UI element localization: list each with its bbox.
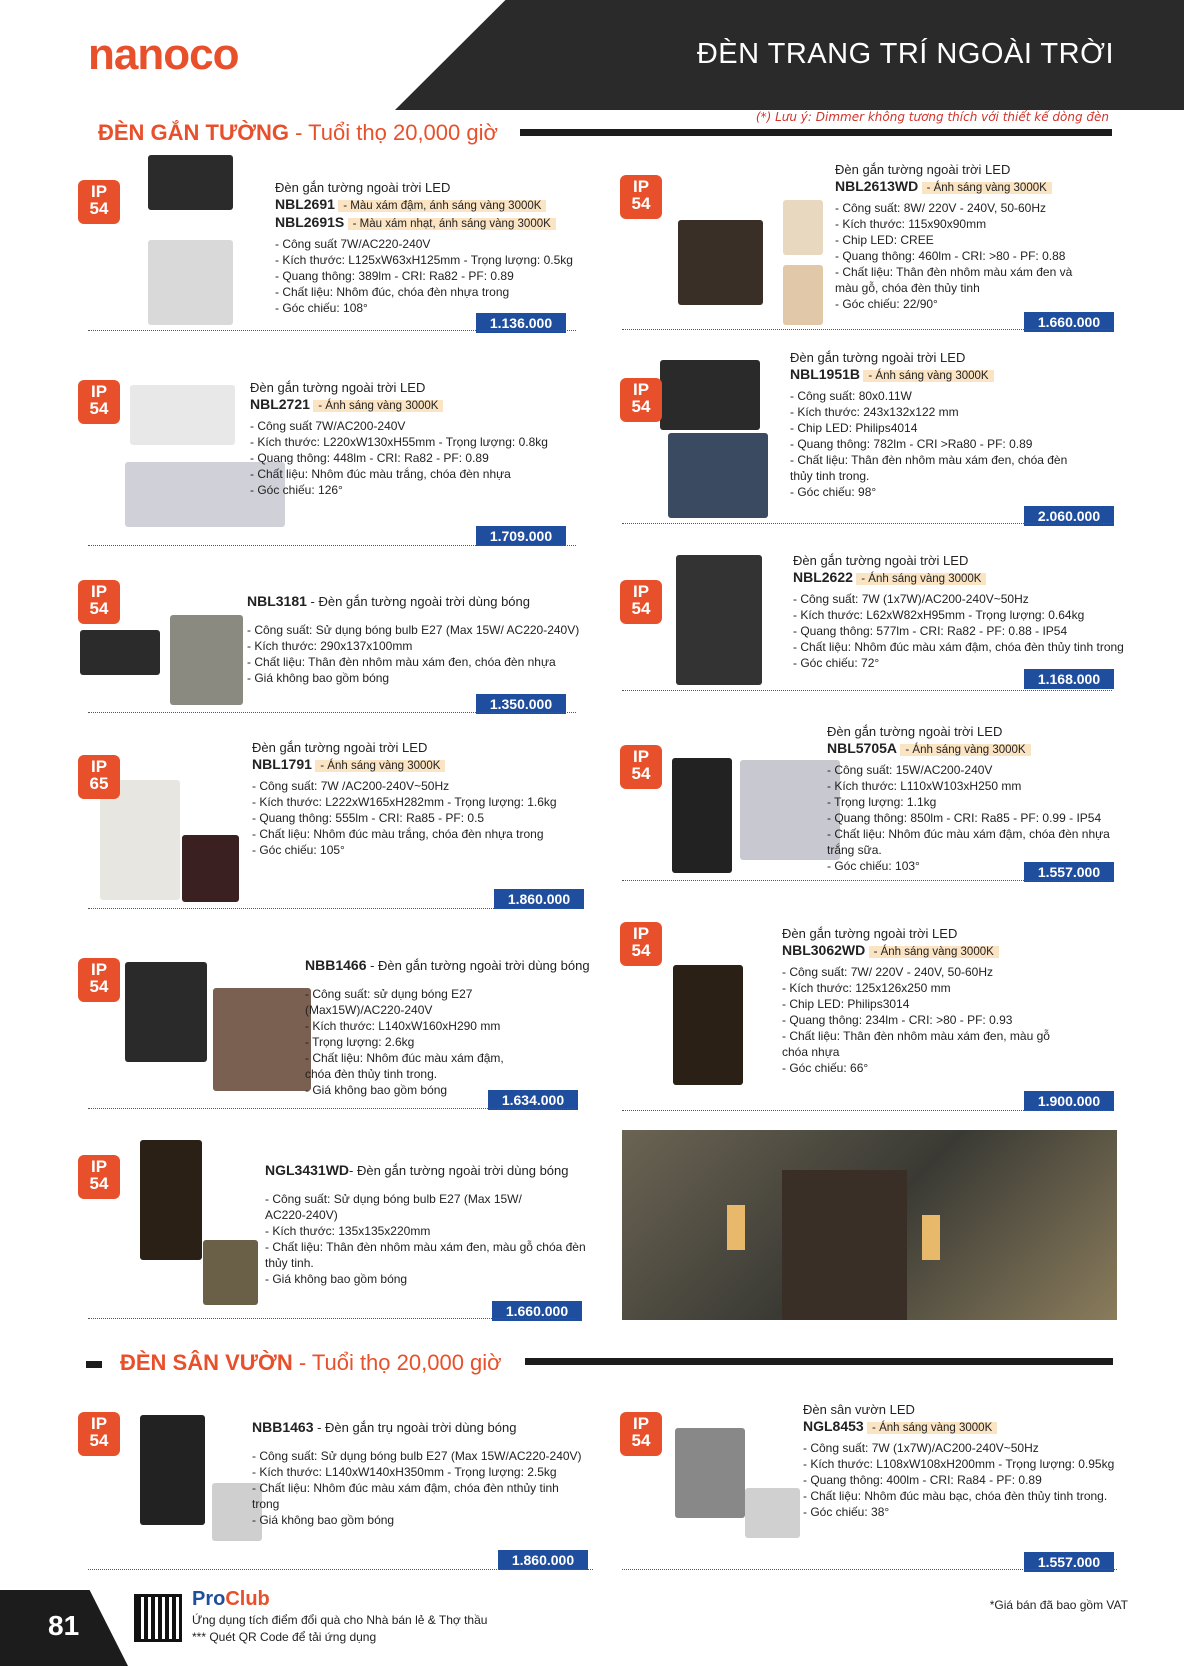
product-info	[247, 593, 579, 686]
product-info	[252, 740, 557, 858]
product-code-row	[790, 366, 1067, 384]
product-code: NBL5705A	[827, 740, 898, 756]
product-specs: - Công suất: 80x0.11W - Kích thước: 243x132x122 mm - Chip LED: Philips4014 - Quang thông: 782lm - CRI >Ra80 - PF: 0.89 - Chất liệu: Thân đèn nhôm màu xám đen, chóa đèn thủy tinh trong. - Góc chiếu: 98°	[790, 389, 1068, 499]
product-info	[265, 1162, 586, 1287]
product-code-row	[247, 593, 579, 610]
qr-code[interactable]	[134, 1594, 182, 1642]
product-info	[835, 162, 1072, 312]
light-tag: - Ánh sáng vàng 3000K	[900, 744, 1030, 756]
product-code-row	[252, 756, 557, 774]
product-info	[275, 180, 573, 316]
price-tag: 1.136.000	[476, 313, 566, 333]
product-code: NBL2622	[793, 569, 853, 585]
product-info	[803, 1402, 1114, 1520]
product-image	[148, 240, 233, 325]
product-code-row	[793, 569, 1124, 587]
product-specs: - Công suất: 8W/ 220V - 240V, 50-60Hz - Kích thước: 115x90x90mm - Chip LED: CREE - Quang thông: 460lm - CRI: >80 - PF: 0.88 - Chất liệu: Thân đèn nhôm màu xám đen và màu gỗ, chóa đèn thủy tinh - Góc chiếu: 22/90°	[835, 201, 1073, 311]
separator	[88, 908, 576, 909]
product-desc: - Đèn gắn tường ngoài trời dùng bóng	[366, 958, 590, 973]
separator	[622, 523, 1112, 524]
light-tag: - Ánh sáng vàng 3000K	[315, 760, 445, 772]
light-tag: - Ánh sáng vàng 3000K	[869, 946, 999, 958]
product-specs: - Công suất: Sử dụng bóng bulb E27 (Max 15W/ AC220-240V) - Kích thước: 290x137x100mm - Chất liệu: Thân đèn nhôm màu xám đen, chóa đèn nhựa - Giá không bao gồm bóng	[247, 623, 580, 685]
ip-rating-badge: IP 54	[620, 922, 662, 966]
lamp-glow	[727, 1205, 745, 1250]
product-specs: - Công suất: 15W/AC200-240V - Kích thước: L110xW103xH250 mm - Trọng lượng: 1.1kg - Quang thông: 850lm - CRI: Ra85 - PF: 0.99 - IP54 - Chất liệu: Nhôm đúc màu xám đậm, chóa đèn nhựa trắng sữa. - Góc chiếu: 103°	[827, 763, 1110, 873]
light-tag: - Màu xám nhạt, ánh sáng vàng 3000K	[348, 218, 556, 230]
product-image	[678, 220, 763, 305]
price-tag: 1.350.000	[476, 694, 566, 714]
light-tag: - Ánh sáng vàng 3000K	[922, 182, 1052, 194]
ip-rating-badge: IP 54	[78, 958, 120, 1002]
product-desc: - Đèn gắn tường ngoài trời dùng bóng	[349, 1163, 569, 1178]
product-info	[782, 926, 1050, 1076]
ambient-photo	[622, 1130, 1117, 1320]
product-title: Đèn gắn tường ngoài trời LED	[793, 553, 969, 568]
product-code-row	[252, 1419, 582, 1436]
price-tag: 1.660.000	[1024, 312, 1114, 332]
product-code: NBB1463	[252, 1419, 314, 1435]
separator	[88, 330, 576, 331]
product-image	[213, 988, 311, 1091]
product-code: NBL2613WD	[835, 178, 919, 194]
ip-rating-badge: IP 54	[620, 745, 662, 789]
footer-text: Ứng dụng tích điểm đổi quà cho Nhà bán lẻ & Thợ thầu *** Quét QR Code để tải ứng dụng	[192, 1613, 488, 1644]
product-image	[672, 758, 732, 873]
ip-rating-badge: IP 54	[620, 1412, 662, 1456]
product-info	[250, 380, 548, 498]
price-tag: 1.709.000	[476, 526, 566, 546]
separator	[622, 1569, 1117, 1570]
product-code-row	[275, 196, 573, 214]
product-code: NBL3181	[247, 593, 307, 609]
ip-rating-badge: IP 54	[620, 580, 662, 624]
product-title: Đèn gắn tường ngoài trời LED	[252, 740, 428, 755]
product-code: NBL2691S	[275, 214, 345, 230]
separator	[622, 329, 1112, 330]
price-tag: 1.900.000	[1024, 1091, 1114, 1111]
separator	[622, 880, 1112, 881]
price-tag: 1.634.000	[488, 1090, 578, 1110]
section-title-garden: ĐÈN SÂN VƯỜN - Tuổi thọ 20,000 giờ	[120, 1350, 502, 1375]
vat-note: *Giá bán đã bao gồm VAT	[989, 1598, 1128, 1612]
light-tag: - Ánh sáng vàng 3000K	[863, 370, 993, 382]
product-title: Đèn gắn tường ngoài trời LED	[835, 162, 1011, 177]
product-image	[148, 155, 233, 210]
product-image	[668, 433, 768, 518]
ip-rating-badge: IP 54	[78, 580, 120, 624]
product-image	[140, 1415, 205, 1525]
product-info	[252, 1419, 582, 1528]
separator	[88, 545, 576, 546]
product-image	[740, 760, 840, 860]
ip-rating-badge: IP 54	[78, 1155, 120, 1199]
product-image	[673, 965, 743, 1085]
product-info	[305, 957, 590, 1098]
product-code: NGL3431WD	[265, 1162, 350, 1178]
ip-rating-badge: IP 54	[78, 1412, 120, 1456]
product-code-row	[305, 957, 590, 974]
separator	[88, 1569, 593, 1570]
lamp-glow	[922, 1215, 940, 1260]
separator	[88, 1108, 576, 1109]
price-tag: 1.168.000	[1024, 669, 1114, 689]
section-rule	[520, 129, 1112, 136]
product-code-row	[803, 1418, 1114, 1436]
product-code-row	[782, 942, 1050, 960]
product-info	[793, 553, 1124, 671]
product-code: NBB1466	[305, 957, 367, 973]
product-specs: - Công suất: Sử dụng bóng bulb E27 (Max 15W/AC220-240V) - Kích thước: L140xW140xH350mm - Trọng lượng: 2.5kg - Chất liệu: Nhôm đúc màu xám đậm, chóa đèn nthủy tinh trong - Giá không bao gồm bóng	[252, 1449, 582, 1527]
product-specs: - Công suất: sử dụng bóng E27 (Max15W)/AC220-240V - Kích thước: L140xW160xH290 mm - Trọng lượng: 2.6kg - Chất liệu: Nhôm đúc màu xám đậm, chóa đèn thủy tinh trong. - Giá không bao gồm bóng	[305, 987, 504, 1097]
separator	[88, 712, 576, 713]
product-code: NBL1791	[252, 756, 312, 772]
product-title: Đèn gắn tường ngoài trời LED	[250, 380, 426, 395]
product-image	[675, 1428, 745, 1518]
product-title: Đèn sân vườn LED	[803, 1402, 915, 1417]
brand-logo: nanoco	[88, 30, 239, 79]
product-specs: - Công suất: 7W /AC200-240V~50Hz - Kích thước: L222xW165xH282mm - Trọng lượng: 1.6kg - Quang thông: 555lm - CRI: Ra85 - PF: 0.5 - Chất liệu: Nhôm đúc màu trắng, chóa đèn nhựa trong - Góc chiếu: 105°	[252, 779, 557, 857]
product-image	[182, 835, 239, 902]
product-specs: - Công suất: 7W (1x7W)/AC200-240V~50Hz - Kích thước: L108xW108xH200mm - Trọng lượng: 0.95kg - Quang thông: 400lm - CRI: Ra84 - PF: 0.89 - Chất liệu: Nhôm đúc màu bạc, chóa đèn thủy tinh trong. - Góc chiếu: 38°	[803, 1441, 1115, 1519]
page-number: 81	[48, 1610, 80, 1641]
product-desc: - Đèn gắn tường ngoài trời dùng bóng	[306, 594, 530, 609]
separator	[622, 690, 1112, 691]
product-image	[130, 385, 235, 445]
product-specs: - Công suất: Sử dụng bóng bulb E27 (Max 15W/ AC220-240V) - Kích thước: 135x135x220mm - Chất liệu: Thân đèn nhôm màu xám đen, màu gỗ chóa đèn thủy tinh. - Giá không bao gồm bóng	[265, 1192, 586, 1286]
product-image	[660, 360, 760, 430]
product-code: NBL2691	[275, 196, 335, 212]
section-rule	[525, 1358, 1113, 1365]
product-image	[125, 962, 207, 1062]
product-code-row	[835, 178, 1072, 196]
separator	[622, 1110, 1112, 1111]
ip-rating-badge: IP 54	[620, 378, 662, 422]
dimmer-note: (*) Lưu ý: Dimmer không tương thích với thiết kế dòng đèn	[755, 110, 1109, 124]
product-image	[140, 1140, 202, 1260]
price-tag: 1.557.000	[1024, 862, 1114, 882]
product-image	[203, 1240, 258, 1305]
product-image	[745, 1488, 800, 1538]
product-info	[827, 724, 1110, 874]
product-desc: - Đèn gắn trụ ngoài trời dùng bóng	[313, 1420, 517, 1435]
product-code: NBL1951B	[790, 366, 861, 382]
product-specs: - Công suất: 7W/ 220V - 240V, 50-60Hz - Kích thước: 125x126x250 mm - Chip LED: Philips3014 - Quang thông: 234lm - CRI: >80 - PF: 0.93 - Chất liệu: Thân đèn nhôm màu xám đen, màu gỗ chóa nhựa - Góc chiếu: 66°	[782, 965, 1050, 1075]
product-image	[170, 615, 243, 705]
product-image	[783, 200, 823, 255]
product-code-row	[250, 396, 548, 414]
product-image	[80, 630, 160, 675]
price-tag: 1.860.000	[498, 1550, 588, 1570]
ip-rating-badge: IP 54	[78, 380, 120, 424]
product-code-row	[265, 1162, 586, 1179]
light-tag: - Ánh sáng vàng 3000K	[313, 400, 443, 412]
product-code: NGL8453	[803, 1418, 864, 1434]
product-title: Đèn gắn tường ngoài trời LED	[782, 926, 958, 941]
ip-rating-badge: IP 54	[620, 175, 662, 219]
product-code: NBL2721	[250, 396, 310, 412]
section-rule	[86, 1361, 102, 1368]
price-tag: 1.557.000	[1024, 1552, 1114, 1572]
product-specs: - Công suất: 7W (1x7W)/AC200-240V~50Hz - Kích thước: L62xW82xH95mm - Trọng lượng: 0.64kg - Quang thông: 577lm - CRI: Ra82 - PF: 0.88 - IP54 - Chất liệu: Nhôm đúc màu xám đậm, chóa đèn thủy tinh trong - Góc chiếu: 72°	[793, 592, 1124, 670]
page-title: ĐÈN TRANG TRÍ NGOÀI TRỜI	[696, 38, 1114, 70]
product-specs: - Công suất 7W/AC200-240V - Kích thước: L220xW130xH55mm - Trọng lượng: 0.8kg - Quang thông: 448lm - CRI: Ra82 - PF: 0.89 - Chất liệu: Nhôm đúc màu trắng, chóa đèn nhựa - Góc chiếu: 126°	[250, 419, 548, 497]
light-tag: - Ánh sáng vàng 3000K	[856, 573, 986, 585]
product-title: Đèn gắn tường ngoài trời LED	[275, 180, 451, 195]
product-image	[676, 555, 762, 685]
product-image	[783, 265, 823, 325]
product-code-row	[827, 740, 1110, 758]
light-tag: - Ánh sáng vàng 3000K	[867, 1422, 997, 1434]
product-code: NBL3062WD	[782, 942, 866, 958]
price-tag: 2.060.000	[1024, 506, 1114, 526]
door-shape	[782, 1170, 907, 1320]
section-title-wall: ĐÈN GẮN TƯỜNG - Tuổi thọ 20,000 giờ	[98, 120, 498, 145]
product-code-row	[275, 214, 573, 232]
ip-rating-badge: IP 54	[78, 180, 120, 224]
product-specs: - Công suất 7W/AC220-240V - Kích thước: L125xW63xH125mm - Trọng lượng: 0.5kg - Quang thông: 389lm - CRI: Ra82 - PF: 0.89 - Chất liệu: Nhôm đúc, chóa đèn nhựa trong - Góc chiếu: 108°	[275, 237, 573, 315]
proclub-logo: ProClub	[192, 1588, 270, 1610]
product-title: Đèn gắn tường ngoài trời LED	[790, 350, 966, 365]
product-info	[790, 350, 1067, 500]
price-tag: 1.660.000	[492, 1301, 582, 1321]
light-tag: - Màu xám đậm, ánh sáng vàng 3000K	[338, 200, 546, 212]
product-title: Đèn gắn tường ngoài trời LED	[827, 724, 1003, 739]
separator	[88, 1318, 576, 1319]
price-tag: 1.860.000	[494, 889, 584, 909]
ip-rating-badge: IP 65	[78, 755, 120, 799]
